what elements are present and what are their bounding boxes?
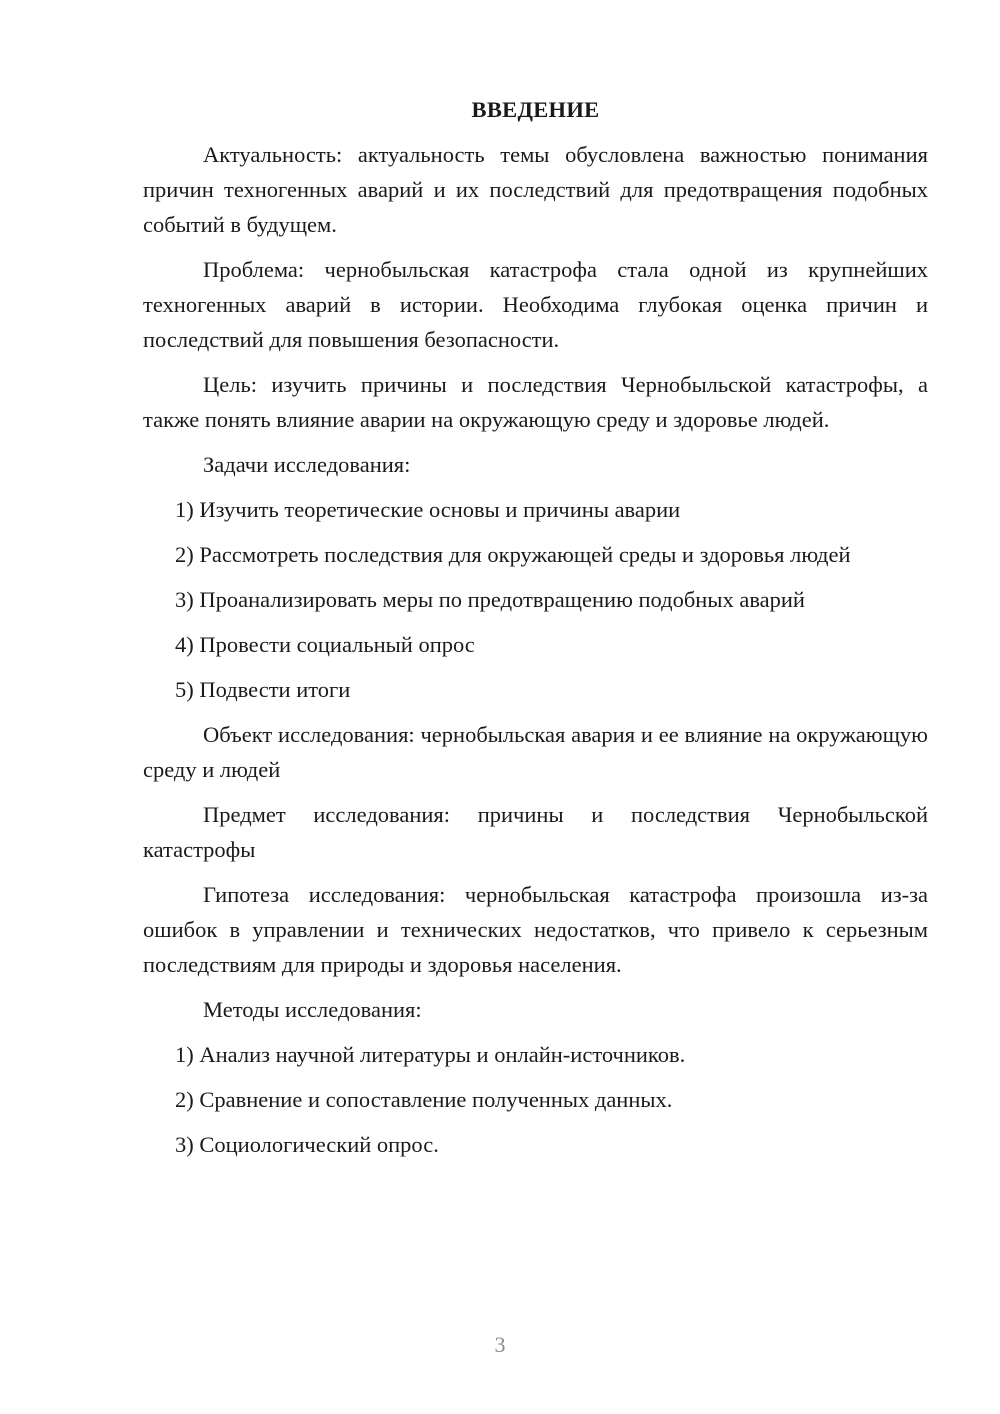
subject-paragraph: Предмет исследования: причины и последствия Чернобыльской катастрофы <box>143 802 928 862</box>
task-item: 4) Провести социальный опрос <box>175 632 475 657</box>
page-number: 3 <box>494 1332 506 1357</box>
task-item: 2) Рассмотреть последствия для окружающей среды и здоровья людей <box>175 542 851 567</box>
page-title: ВВЕДЕНИЕ <box>471 97 600 122</box>
hypothesis-paragraph: Гипотеза исследования: чернобыльская катастрофа произошла из-за ошибок в управлении и технических недостатков, что привело к серьезным последствиям для природы и здоровья населения. <box>143 882 928 977</box>
method-item: 1) Анализ научной литературы и онлайн-источников. <box>175 1042 686 1067</box>
task-item: 3) Проанализировать меры по предотвращению подобных аварий <box>175 587 805 612</box>
method-item: 3) Социологический опрос. <box>175 1132 439 1157</box>
tasks-heading: Задачи исследования: <box>203 452 411 477</box>
task-item: 5) Подвести итоги <box>175 677 351 702</box>
relevance-paragraph: Актуальность: актуальность темы обусловлена важностью понимания причин техногенных аварий и их последствий для предотвращения подобных событий в будущем. <box>143 142 928 237</box>
problem-paragraph: Проблема: чернобыльская катастрофа стала одной из крупнейших техногенных аварий в истории. Необходима глубокая оценка причин и последствий для повышения безопасности. <box>143 257 928 352</box>
goal-paragraph: Цель: изучить причины и последствия Чернобыльской катастрофы, а также понять влияние аварии на окружающую среду и здоровье людей. <box>143 372 928 432</box>
method-item: 2) Сравнение и сопоставление полученных данных. <box>175 1087 673 1112</box>
methods-heading: Методы исследования: <box>203 997 422 1022</box>
object-paragraph: Объект исследования: чернобыльская авария и ее влияние на окружающую среду и людей <box>143 722 928 782</box>
document-page <box>143 92 928 1172</box>
task-item: 1) Изучить теоретические основы и причины аварии <box>175 497 681 522</box>
